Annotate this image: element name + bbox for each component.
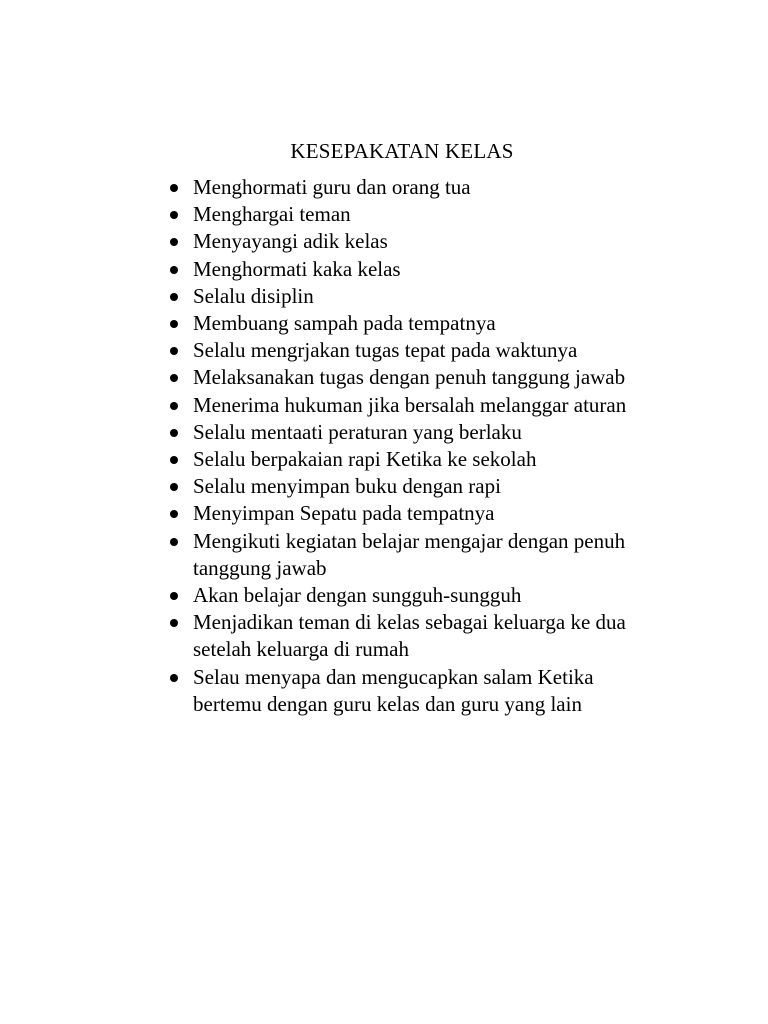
rule-text: Menyayangi adik kelas xyxy=(193,229,388,254)
list-item xyxy=(0,664,653,718)
rule-text: Selalu mengrjakan tugas tepat pada waktunya xyxy=(193,338,578,363)
list-item xyxy=(0,528,653,582)
bullet-icon xyxy=(170,293,178,301)
bullet-icon xyxy=(170,238,178,246)
list-item xyxy=(0,310,653,337)
rule-text: Menjadikan teman di kelas sebagai keluarga ke dua setelah keluarga di rumah xyxy=(193,610,626,662)
rule-text: Melaksanakan tugas dengan penuh tanggung jawab xyxy=(193,365,626,390)
bullet-icon xyxy=(170,266,178,274)
bullet-icon xyxy=(170,510,178,518)
document-title: KESEPAKATAN KELAS xyxy=(290,139,514,163)
list-item xyxy=(0,419,653,446)
list-item xyxy=(0,500,653,527)
bullet-icon xyxy=(170,592,178,600)
bullet-icon xyxy=(170,429,178,437)
rule-text: Membuang sampah pada tempatnya xyxy=(193,311,496,336)
list-item xyxy=(0,446,653,473)
rule-text: Menghormati guru dan orang tua xyxy=(193,175,471,199)
rule-text: Selalu berpakaian rapi Ketika ke sekolah xyxy=(193,447,537,472)
bullet-icon xyxy=(170,456,178,464)
list-item xyxy=(0,228,653,255)
list-item xyxy=(0,283,653,310)
list-item xyxy=(0,609,653,663)
rule-text: Selau menyapa dan mengucapkan salam Ketika bertemu dengan guru kelas dan guru yang lain xyxy=(193,664,594,716)
bullet-icon xyxy=(170,184,178,192)
bullet-icon xyxy=(170,674,178,682)
bullet-icon xyxy=(170,374,178,382)
list-item xyxy=(0,364,653,391)
rule-text: Mengikuti kegiatan belajar mengajar dengan penuh tanggung jawab xyxy=(193,528,626,580)
bullet-icon xyxy=(170,211,178,219)
list-item xyxy=(0,174,653,201)
bullet-icon xyxy=(170,483,178,491)
list-item xyxy=(0,473,653,500)
rule-text: Selalu menyimpan buku dengan rapi xyxy=(193,474,501,499)
rule-text: Selalu mentaati peraturan yang berlaku xyxy=(193,419,522,444)
list-item xyxy=(0,256,653,283)
rule-text: Akan belajar dengan sungguh-sungguh xyxy=(193,583,522,608)
bullet-icon xyxy=(170,347,178,355)
list-item xyxy=(0,337,653,364)
list-item xyxy=(0,582,653,609)
rule-text: Menyimpan Sepatu pada tempatnya xyxy=(193,501,495,526)
bullet-icon xyxy=(170,538,178,546)
bullet-icon xyxy=(170,619,178,627)
rule-text: Menghargai teman xyxy=(193,202,351,227)
rule-text: Selalu disiplin xyxy=(193,283,314,308)
rule-text: Menerima hukuman jika bersalah melanggar aturan xyxy=(193,392,627,417)
rules-list xyxy=(0,174,653,718)
bullet-icon xyxy=(170,320,178,328)
bullet-icon xyxy=(170,402,178,410)
list-item xyxy=(0,201,653,228)
rule-text: Menghormati kaka kelas xyxy=(193,256,401,281)
list-item xyxy=(0,392,653,419)
